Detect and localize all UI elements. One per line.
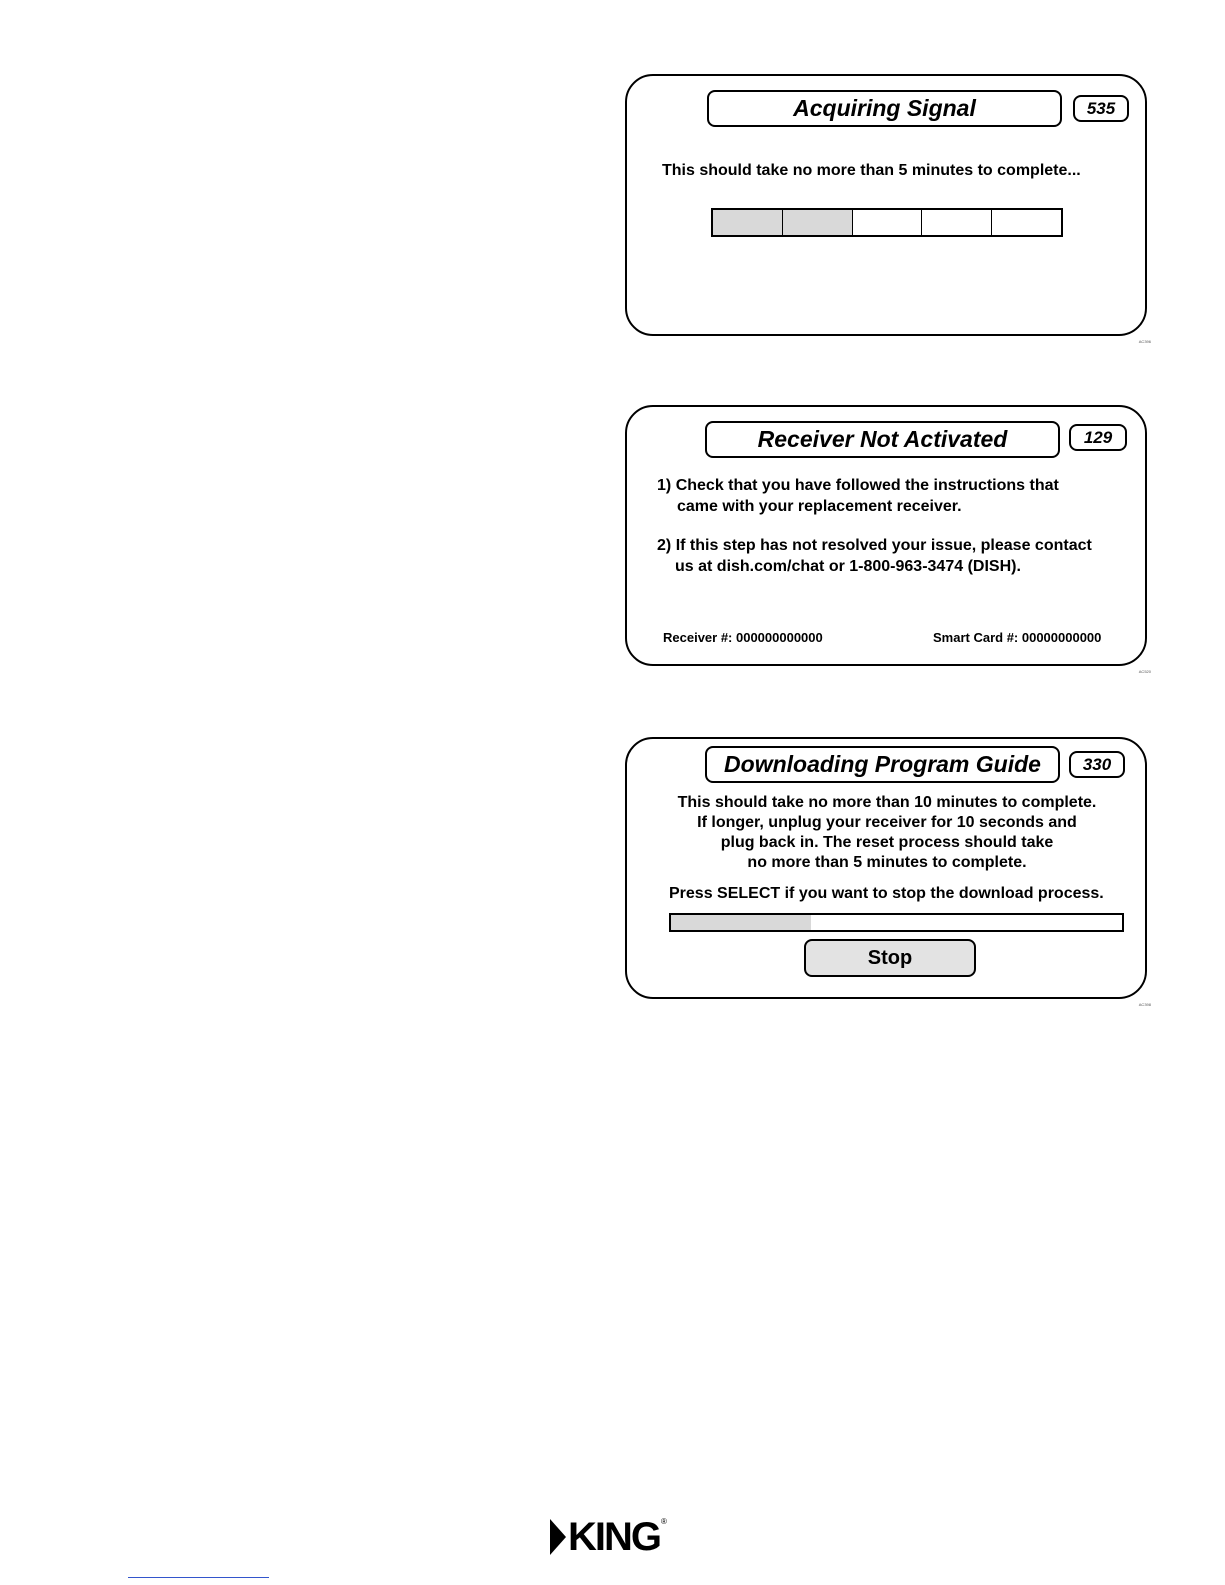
download-progress-bar	[669, 913, 1124, 932]
screen-title: Acquiring Signal	[707, 90, 1062, 127]
download-progress-fill	[671, 915, 811, 930]
progress-segment-filled	[713, 210, 783, 235]
segmented-progress-bar	[711, 208, 1063, 237]
select-instruction: Press SELECT if you want to stop the download process.	[669, 885, 1104, 902]
status-message: This should take no more than 5 minutes to complete...	[662, 162, 1081, 179]
screen-title: Receiver Not Activated	[705, 421, 1060, 458]
progress-segment-empty	[922, 210, 992, 235]
progress-segment-filled	[783, 210, 853, 235]
footer-rule	[128, 1577, 269, 1578]
instruction-step-2: 2) If this step has not resolved your issue, please contact us at dish.com/chat or 1-800-963-3474 (DISH).	[657, 537, 1092, 575]
figure-code: AC398	[1138, 1002, 1151, 1007]
figure-code: AC520	[1138, 669, 1151, 674]
screen-code-badge: 330	[1069, 751, 1125, 778]
smart-card-number: Smart Card #: 00000000000	[933, 630, 1102, 645]
king-logo: KING ®	[550, 1517, 667, 1557]
figure-code: AC396	[1138, 339, 1151, 344]
screen-title: Downloading Program Guide	[705, 746, 1060, 783]
receiver-not-activated-screen	[625, 405, 1151, 674]
instruction-step-1: 1) Check that you have followed the instructions that came with your replacement receiver.	[657, 477, 1059, 515]
downloading-program-guide-screen	[625, 737, 1151, 1007]
progress-segment-empty	[853, 210, 923, 235]
logo-arrow-icon	[550, 1519, 566, 1555]
stop-button[interactable]: Stop	[804, 939, 976, 977]
receiver-number: Receiver #: 000000000000	[663, 630, 823, 645]
progress-segment-empty	[992, 210, 1061, 235]
guide-message: This should take no more than 10 minutes to complete. If longer, unplug your receiver for 10 seconds and plug back in. The reset process should take no more than 5 minutes to complete.	[677, 794, 1097, 871]
screen-code-badge: 129	[1069, 424, 1127, 451]
acquiring-signal-screen	[625, 74, 1151, 344]
screen-code-badge: 535	[1073, 95, 1129, 122]
